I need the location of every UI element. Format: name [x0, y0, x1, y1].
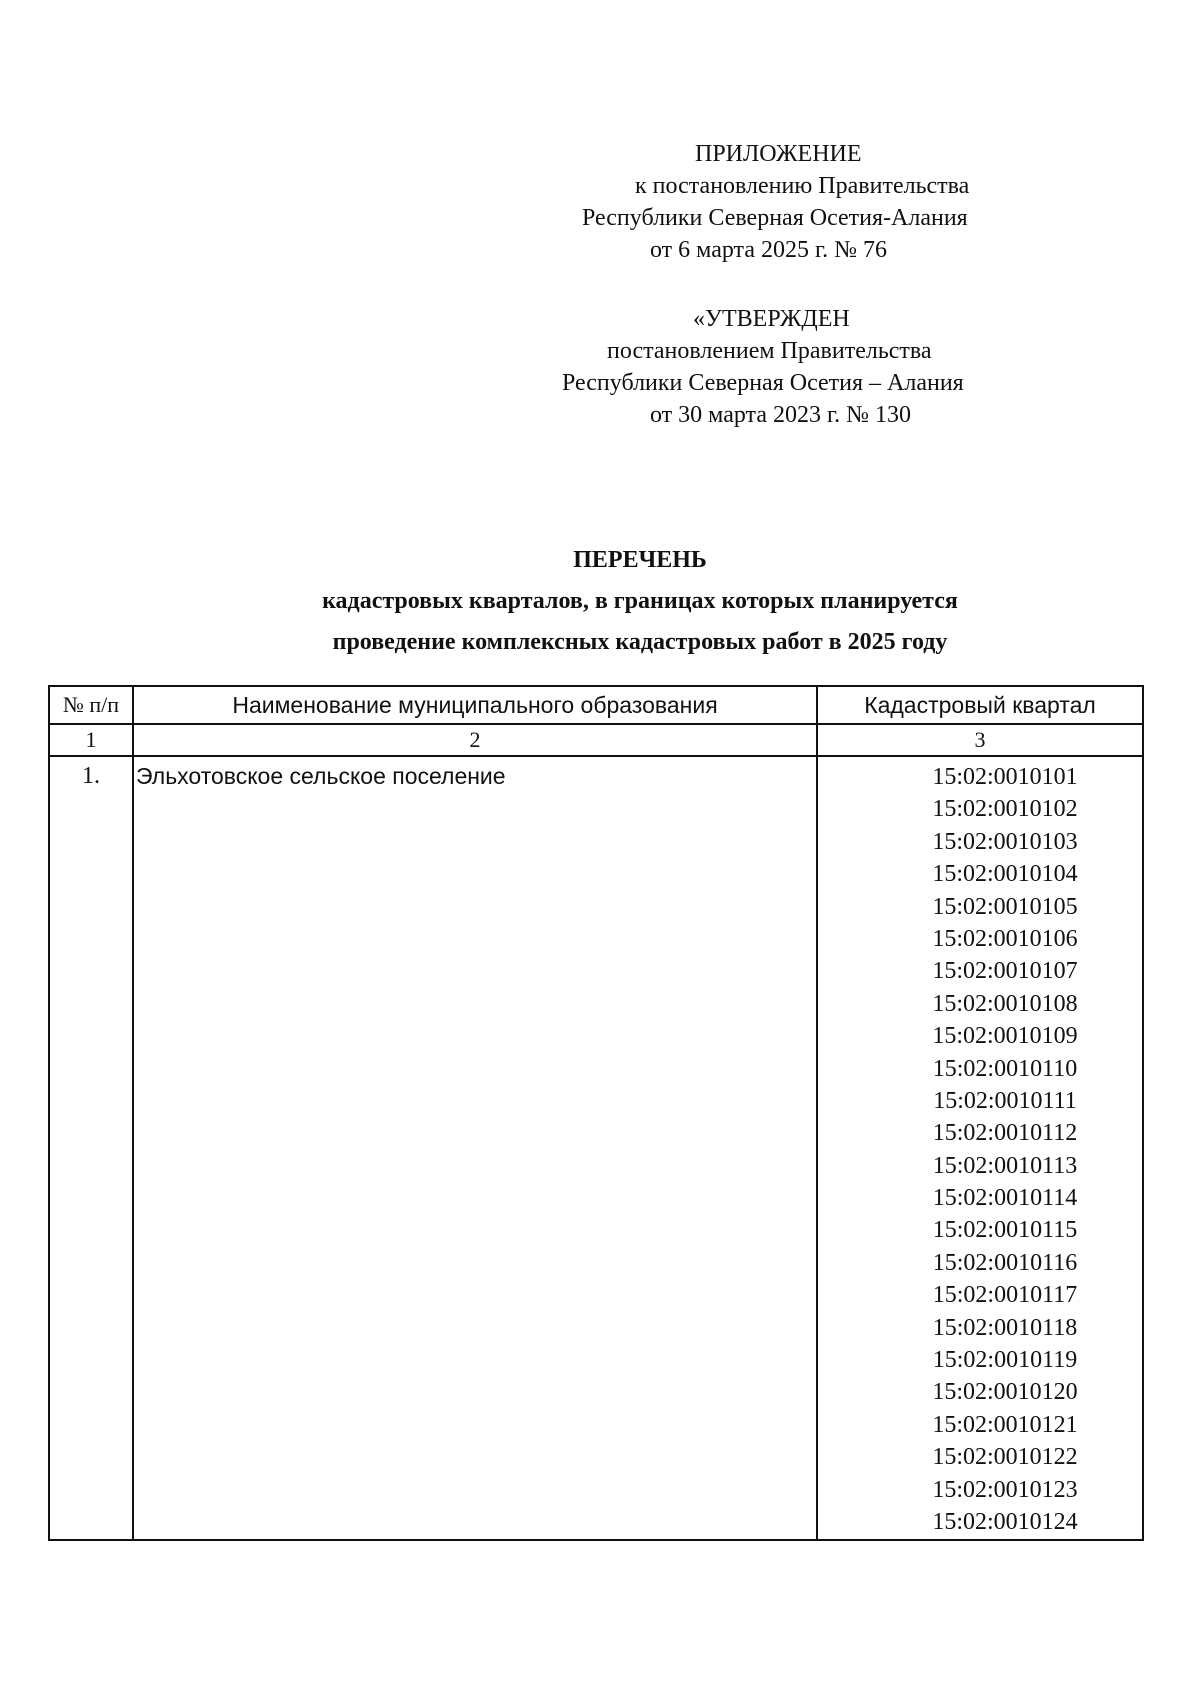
column-number: 1 — [49, 724, 133, 756]
cadastral-code: 15:02:0010118 — [932, 1314, 1078, 1341]
cadastral-code: 15:02:0010105 — [932, 893, 1078, 920]
cadastral-code: 15:02:0010116 — [932, 1249, 1078, 1276]
appendix-title: ПРИЛОЖЕНИЕ — [695, 141, 862, 167]
appendix-line: Республики Северная Осетия-Алания — [582, 205, 968, 231]
approved-line: Республики Северная Осетия – Алания — [562, 370, 964, 396]
document-heading — [120, 540, 1160, 663]
cadastral-code: 15:02:0010104 — [932, 861, 1078, 888]
cadastral-code: 15:02:0010112 — [932, 1120, 1078, 1147]
cadastral-code: 15:02:0010123 — [932, 1476, 1078, 1503]
header-quarter: Кадастровый квартал — [817, 686, 1143, 724]
heading-subtitle: проведение комплексных кадастровых работ в 2025 году — [332, 629, 948, 655]
cadastral-code: 15:02:0010102 — [932, 796, 1078, 823]
cadastral-code: 15:02:0010115 — [932, 1217, 1078, 1244]
cadastral-code: 15:02:0010121 — [932, 1411, 1078, 1438]
cadastral-code: 15:02:0010103 — [932, 828, 1078, 855]
table-header-row — [49, 686, 1143, 724]
cadastral-table — [48, 685, 1144, 1541]
header-name: Наименование муниципального образования — [133, 686, 817, 724]
cadastral-code: 15:02:0010107 — [932, 958, 1078, 985]
cadastral-code: 15:02:0010120 — [932, 1379, 1078, 1406]
appendix-line: от 6 марта 2025 г. № 76 — [650, 237, 887, 263]
cadastral-code: 15:02:0010108 — [932, 990, 1078, 1017]
column-number-row — [49, 724, 1143, 756]
cadastral-code: 15:02:0010114 — [932, 1185, 1078, 1212]
cadastral-code: 15:02:0010117 — [932, 1282, 1078, 1309]
cadastral-code: 15:02:0010109 — [932, 1023, 1078, 1050]
approved-line: от 30 марта 2023 г. № 130 — [650, 402, 911, 428]
heading-title: ПЕРЕЧЕНЬ — [573, 547, 707, 573]
cadastral-code: 15:02:0010101 — [932, 764, 1078, 790]
column-number: 3 — [817, 724, 1143, 756]
row-number: 1. — [49, 756, 133, 1540]
cadastral-code: 15:02:0010122 — [932, 1444, 1078, 1471]
approved-title: «УТВЕРЖДЕН — [693, 306, 850, 332]
cadastral-code: 15:02:0010113 — [932, 1152, 1078, 1179]
appendix-block — [560, 138, 1130, 266]
header-number: № п/п — [49, 686, 133, 724]
municipality-name: Эльхотовское сельское поселение — [133, 756, 817, 1540]
cadastral-code: 15:02:0010124 — [932, 1508, 1078, 1535]
heading-subtitle: кадастровых кварталов, в границах которых планируется — [322, 588, 958, 614]
column-number: 2 — [133, 724, 817, 756]
cadastral-code: 15:02:0010111 — [933, 1087, 1077, 1114]
cadastral-code: 15:02:0010106 — [932, 925, 1078, 952]
cadastral-code: 15:02:0010110 — [932, 1055, 1078, 1082]
approved-line: постановлением Правительства — [607, 338, 932, 364]
approved-block — [560, 303, 1130, 431]
appendix-line: к постановлению Правительства — [635, 173, 970, 199]
cadastral-code: 15:02:0010119 — [932, 1347, 1078, 1374]
table-row — [49, 756, 1143, 1540]
cadastral-codes-cell — [817, 756, 1143, 1540]
